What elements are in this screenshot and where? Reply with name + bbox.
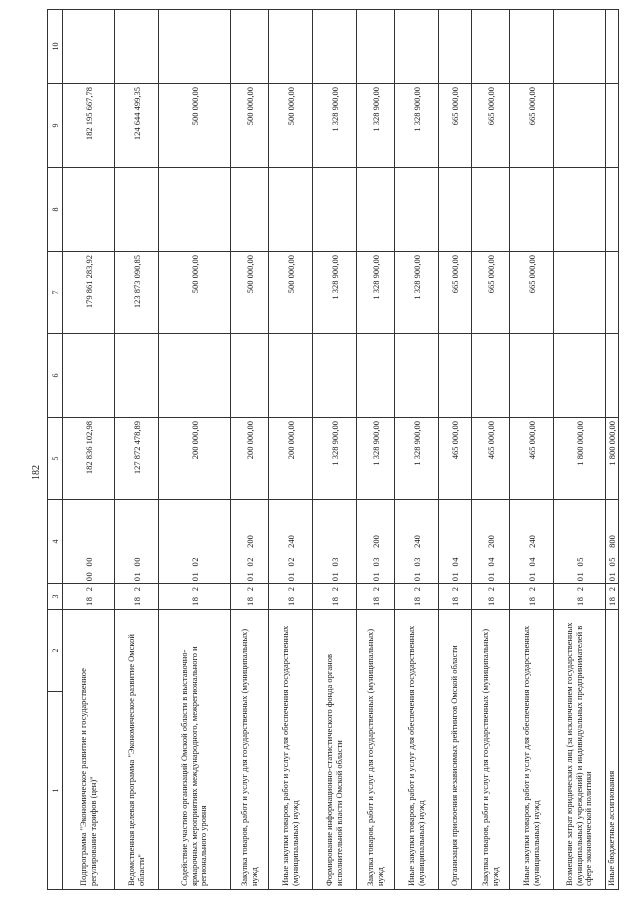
row-name-cell: Содействие участию организаций Омской области в выставочно-ярмарочных мероприятиях международного, межрегионального и регионального уровня (159, 610, 231, 890)
row-amount-cell: 1 328 900,00 (313, 418, 357, 500)
table-row (231, 10, 269, 890)
table-row (357, 10, 395, 890)
row-amount-cell (395, 168, 439, 252)
row-amount-cell: 665 000,00 (510, 252, 554, 334)
table-row (269, 10, 313, 890)
row-code-cell: 18 2 01 03 (395, 584, 439, 610)
row-name-cell: Иные закупки товаров, работ и услуг для обеспечения государственных (муниципальных) нужд (395, 610, 439, 890)
row-amount-cell (269, 10, 313, 84)
row-amount-cell: 1 328 900,00 (395, 252, 439, 334)
row-amount-cell: 200 000,00 (159, 418, 231, 500)
row-kvr-cell: 200 (357, 500, 395, 584)
row-amount-cell (472, 168, 510, 252)
row-code-cell: 18 2 01 02 (231, 584, 269, 610)
table-row (115, 10, 159, 890)
row-amount-cell (357, 334, 395, 418)
row-amount-cell (554, 334, 606, 418)
row-amount-cell (439, 10, 472, 84)
row-name-cell: Иные бюджетные ассигнования (606, 610, 619, 890)
table-row (510, 10, 554, 890)
row-amount-cell (554, 10, 606, 84)
row-amount-cell (357, 168, 395, 252)
table-row (606, 10, 619, 890)
row-code-cell: 18 2 01 05 (554, 584, 606, 610)
row-amount-cell: 665 000,00 (439, 84, 472, 168)
column-number: 6 (48, 334, 63, 418)
row-kvr-cell: 240 (395, 500, 439, 584)
row-amount-cell (115, 168, 159, 252)
table-row (395, 10, 439, 890)
row-amount-cell: 182 195 667,78 (63, 84, 115, 168)
row-amount-cell: 1 800 000,00 (606, 418, 619, 500)
row-amount-cell: 665 000,00 (472, 252, 510, 334)
row-amount-cell (159, 334, 231, 418)
row-amount-cell: 665 000,00 (472, 84, 510, 168)
row-amount-cell (510, 10, 554, 84)
row-amount-cell (439, 168, 472, 252)
row-amount-cell (554, 252, 606, 334)
row-kvr-cell: 200 (472, 500, 510, 584)
row-amount-cell: 1 328 900,00 (357, 84, 395, 168)
row-code-cell: 18 2 01 04 (439, 584, 472, 610)
row-amount-cell (231, 334, 269, 418)
row-code-cell: 18 2 01 04 (510, 584, 554, 610)
column-number: 10 (48, 10, 63, 84)
column-number: 5 (48, 418, 63, 500)
row-amount-cell: 1 800 000,00 (554, 418, 606, 500)
column-number-row (48, 10, 63, 890)
row-kvr-cell: 200 (231, 500, 269, 584)
row-amount-cell (231, 168, 269, 252)
row-amount-cell: 1 328 900,00 (313, 84, 357, 168)
row-amount-cell (395, 10, 439, 84)
row-amount-cell (472, 10, 510, 84)
column-number: 7 (48, 252, 63, 334)
row-amount-cell: 465 000,00 (510, 418, 554, 500)
row-amount-cell: 200 000,00 (231, 418, 269, 500)
row-name-cell: Иные закупки товаров, работ и услуг для обеспечения государственных (муниципальных) нужд (510, 610, 554, 890)
row-code-cell: 18 2 01 02 (269, 584, 313, 610)
row-name-cell: Иные закупки товаров, работ и услуг для обеспечения государственных (муниципальных) нужд (269, 610, 313, 890)
row-amount-cell (395, 334, 439, 418)
table-row (63, 10, 115, 890)
row-amount-cell: 1 328 900,00 (357, 418, 395, 500)
table-row (313, 10, 357, 890)
row-kvr-cell: 240 (510, 500, 554, 584)
row-amount-cell: 1 328 900,00 (313, 252, 357, 334)
row-name-cell: Формирование информационно-статистического фонда органов исполнительной власти Омской области (313, 610, 357, 890)
row-amount-cell (63, 334, 115, 418)
row-name-cell: Подпрограмма "Экономическое развитие и государственное регулирование тарифов (цен)" (63, 610, 115, 890)
row-amount-cell (606, 10, 619, 84)
row-amount-cell: 500 000,00 (269, 84, 313, 168)
row-amount-cell (606, 84, 619, 168)
row-amount-cell: 1 328 900,00 (357, 252, 395, 334)
row-amount-cell: 124 644 499,35 (115, 84, 159, 168)
row-name-cell: Закупка товаров, работ и услуг для государственных (муниципальных) нужд (357, 610, 395, 890)
row-amount-cell (313, 10, 357, 84)
row-code-cell: 18 2 00 00 (63, 584, 115, 610)
row-amount-cell (159, 10, 231, 84)
row-amount-cell: 465 000,00 (472, 418, 510, 500)
row-code-cell: 18 2 01 05 (606, 584, 619, 610)
column-number: 9 (48, 84, 63, 168)
row-amount-cell: 200 000,00 (269, 418, 313, 500)
row-code-cell: 18 2 01 03 (357, 584, 395, 610)
rotated-content (25, 10, 617, 890)
row-amount-cell (115, 334, 159, 418)
row-name-cell: Закупка товаров, работ и услуг для государственных (муниципальных) нужд (231, 610, 269, 890)
row-amount-cell: 665 000,00 (439, 252, 472, 334)
column-number: 4 (48, 500, 63, 584)
row-amount-cell (159, 168, 231, 252)
row-kvr-cell: 800 (606, 500, 619, 584)
row-amount-cell: 1 328 900,00 (395, 84, 439, 168)
row-amount-cell (606, 334, 619, 418)
row-amount-cell: 465 000,00 (439, 418, 472, 500)
page-number: 182 (31, 465, 42, 480)
column-number: 1 (48, 692, 63, 890)
table-row (159, 10, 231, 890)
row-amount-cell (554, 84, 606, 168)
row-code-cell: 18 2 01 02 (159, 584, 231, 610)
row-kvr-cell: 240 (269, 500, 313, 584)
row-amount-cell (115, 10, 159, 84)
table-row (554, 10, 606, 890)
row-amount-cell (510, 168, 554, 252)
row-amount-cell (472, 334, 510, 418)
row-amount-cell: 179 861 283,92 (63, 252, 115, 334)
column-number: 2 (48, 610, 63, 692)
row-amount-cell (357, 10, 395, 84)
row-amount-cell: 123 873 090,85 (115, 252, 159, 334)
row-amount-cell: 1 328 900,00 (395, 418, 439, 500)
row-amount-cell (313, 168, 357, 252)
row-amount-cell: 182 836 102,98 (63, 418, 115, 500)
row-amount-cell (554, 168, 606, 252)
row-amount-cell (63, 10, 115, 84)
column-number: 8 (48, 168, 63, 252)
row-code-cell: 18 2 01 00 (115, 584, 159, 610)
row-amount-cell (313, 334, 357, 418)
row-amount-cell (231, 10, 269, 84)
row-amount-cell (606, 252, 619, 334)
row-name-cell: Возмещение затрат юридических лиц (за исключением государственных (муниципальных) учреждений) и индивидуальных предпринимателей в сфере экономической политики (554, 610, 606, 890)
row-amount-cell: 500 000,00 (269, 252, 313, 334)
column-number: 3 (48, 584, 63, 610)
table-row (472, 10, 510, 890)
row-name-cell: Ведомственная целевая программа "Экономическое развитие Омской области" (115, 610, 159, 890)
row-amount-cell: 500 000,00 (231, 252, 269, 334)
row-amount-cell (606, 168, 619, 252)
row-code-cell: 18 2 01 04 (472, 584, 510, 610)
row-amount-cell (269, 334, 313, 418)
row-amount-cell: 665 000,00 (510, 84, 554, 168)
row-name-cell: Закупка товаров, работ и услуг для государственных (муниципальных) нужд (472, 610, 510, 890)
row-amount-cell: 500 000,00 (231, 84, 269, 168)
row-amount-cell (63, 168, 115, 252)
row-amount-cell: 127 872 478,89 (115, 418, 159, 500)
row-code-cell: 18 2 01 03 (313, 584, 357, 610)
budget-table (47, 9, 619, 890)
row-amount-cell: 500 000,00 (159, 84, 231, 168)
row-amount-cell: 500 000,00 (159, 252, 231, 334)
row-name-cell: Организация присвоения независимых рейтингов Омской области (439, 610, 472, 890)
row-amount-cell (439, 334, 472, 418)
table-row (439, 10, 472, 890)
row-amount-cell (269, 168, 313, 252)
row-amount-cell (510, 334, 554, 418)
